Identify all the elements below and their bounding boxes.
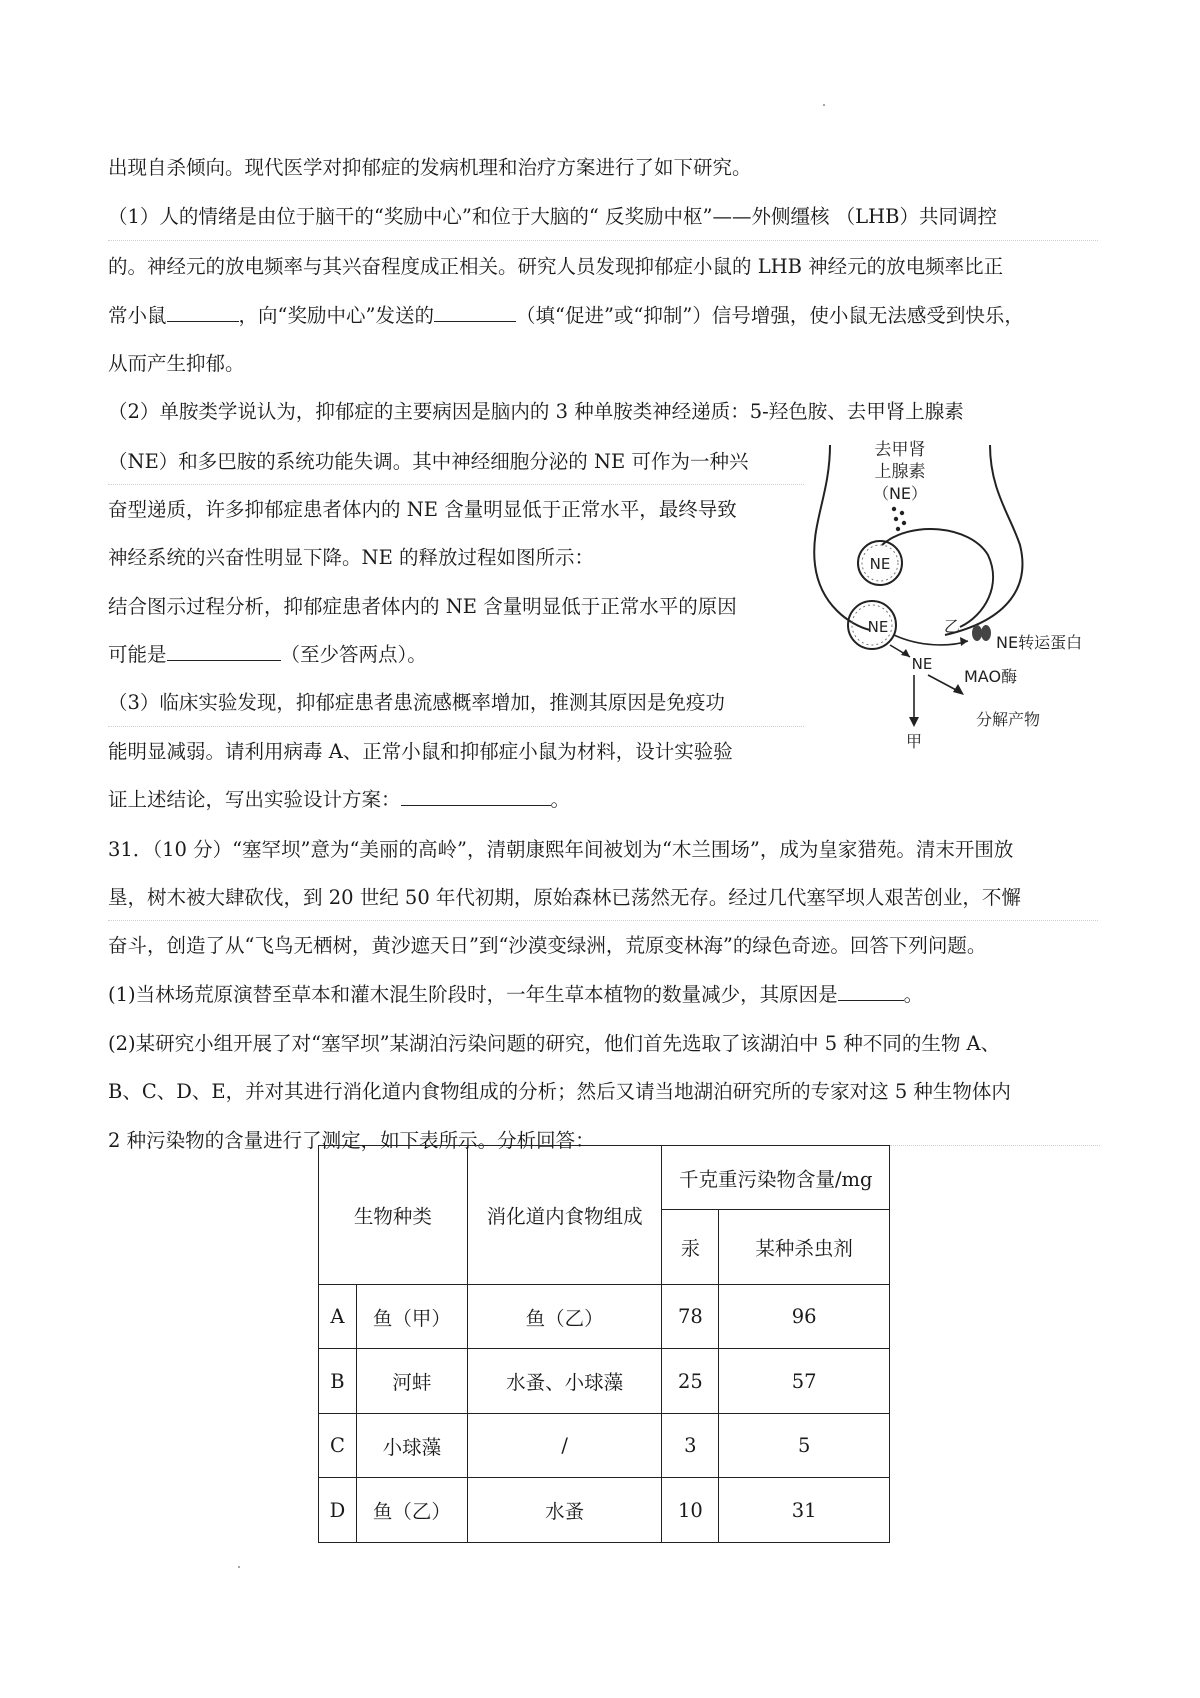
table-row [319,1285,890,1349]
speck [823,104,825,106]
arrow-to-transporter [894,635,968,645]
table-row [319,1414,890,1478]
vesicle-2-label: NE [867,618,889,636]
q3-line-3 [108,786,570,814]
q31-sub1 [108,981,923,1009]
q2-line-1: （2）单胺类学说认为，抑郁症的主要病因是脑内的 3 种单胺类神经递质：5-羟色胺、去甲肾上腺素 [108,400,964,423]
q31-sub2-line-1: (2)某研究小组开展了对“塞罕坝”某湖泊污染问题的研究，他们首先选取了该湖泊中 5 种不同的生物 A、 [108,1032,1001,1055]
ne-particle [900,511,904,515]
row-id: D [319,1478,357,1543]
label-ne-free: NE [911,655,933,673]
q31-line-2: 垦，树木被大肆砍伐，到 20 世纪 50 年代初期，原始森林已荡然无存。经过几代塞罕坝人艰苦创业，不懈 [108,886,1021,909]
membrane-loop [882,529,993,627]
dotted-rule [108,920,1098,921]
q1-text-a: 常小鼠 [108,304,167,327]
row-hg: 25 [662,1349,719,1414]
row-pesticide: 96 [719,1285,890,1349]
table-row [319,1478,890,1543]
q2-line-5: 结合图示过程分析，抑郁症患者体内的 NE 含量明显低于正常水平的原因 [108,595,737,618]
label-ne-paren: （NE） [872,484,928,503]
dotted-rule [108,240,1098,241]
ne-release-diagram [810,435,1110,750]
label-ne-top-2: 上腺素 [874,462,926,482]
row-name: 河蚌 [356,1349,467,1414]
answer-blank-4[interactable] [401,787,551,806]
header-pesticide: 某种杀虫剂 [719,1210,890,1285]
row-food: 水蚤 [467,1478,662,1543]
q2-text-a: 可能是 [108,643,167,666]
q31-sub2-line-2: B、C、D、E，并对其进行消化道内食物组成的分析；然后又请当地湖泊研究所的专家对这 5 种生物体内 [108,1080,1011,1103]
answer-blank-1[interactable] [167,303,239,322]
speck [238,1566,240,1568]
q3-text-b: 。 [550,788,571,811]
label-transporter: NE转运蛋白 [996,633,1083,652]
row-hg: 3 [662,1414,719,1478]
answer-blank-5[interactable] [838,982,904,1001]
dotted-rule [108,484,804,485]
ne-particle [892,507,896,511]
arrow-to-products [928,675,958,691]
header-species: 生物种类 [319,1146,468,1285]
q2-line-3: 奋型递质，许多抑郁症患者体内的 NE 含量明显低于正常水平，最终导致 [108,498,737,521]
header-food: 消化道内食物组成 [467,1146,662,1285]
answer-blank-3[interactable] [167,642,281,661]
q1-line-4: 从而产生抑郁。 [108,352,245,375]
header-hg: 汞 [662,1210,719,1285]
intro-line: 出现自杀倾向。现代医学对抑郁症的发病机理和治疗方案进行了如下研究。 [108,156,752,179]
ne-particle [896,527,900,531]
row-food: 鱼（乙） [467,1285,662,1349]
q31-sub1-text: (1)当林场荒原演替至草本和灌木混生阶段时，一年生草本植物的数量减少，其原因是 [108,983,838,1006]
label-ne-top-1: 去甲肾 [874,440,926,460]
pollutant-table [318,1145,890,1543]
row-hg: 10 [662,1478,719,1543]
ne-particle [902,521,906,525]
q1-text-b: ，向“奖励中心”发送的 [238,304,434,327]
table-header-row [319,1146,890,1210]
dotted-rule [108,726,804,727]
answer-blank-2[interactable] [434,303,516,322]
row-pesticide: 31 [719,1478,890,1543]
row-name: 鱼（甲） [356,1285,467,1349]
row-id: B [319,1349,357,1414]
q31-line-3: 奋斗，创造了从“飞鸟无栖树，黄沙遮天日”到“沙漠变绿洲，荒原变林海”的绿色奇迹。回答下列问题。 [108,934,987,957]
q1-line-2: 的。神经元的放电频率与其兴奋程度成正相关。研究人员发现抑郁症小鼠的 LHB 神经元的放电频率比正 [108,255,1004,278]
label-products: 分解产物 [976,710,1041,729]
q2-line-4: 神经系统的兴奋性明显下降。NE 的释放过程如图所示： [108,546,594,569]
vesicle-1-label: NE [869,555,891,573]
row-id: A [319,1285,357,1349]
ne-particle [894,517,898,521]
dotted-rule [890,1145,1100,1146]
q31-sub2-line-3: 2 种污染物的含量进行了测定，如下表所示。分析回答： [108,1129,595,1152]
q2-line-6 [108,641,427,669]
row-id: C [319,1414,357,1478]
label-mao: MAO酶 [964,667,1018,686]
q3-line-2: 能明显减弱。请利用病毒 A、正常小鼠和抑郁症小鼠为材料，设计实验验 [108,740,733,763]
q2-text-b: （至少答两点）。 [280,643,427,666]
row-food: / [467,1414,662,1478]
row-pesticide: 5 [719,1414,890,1478]
q1-text-c: （填“促进”或“抑制”）信号增强，使小鼠无法感受到快乐， [515,304,1024,327]
q3-line-1: （3）临床实验发现，抑郁症患者患流感概率增加，推测其原因是免疫功 [108,691,725,714]
q1-line-1: （1）人的情绪是由位于脑干的“奖励中心”和位于大脑的“ 反奖励中枢”——外侧缰核 （LHB）共同调控 [108,205,997,228]
row-hg: 78 [662,1285,719,1349]
ne-transporter [972,625,982,641]
q31-sub1-end: 。 [903,983,924,1006]
label-yi: 乙 [943,617,961,636]
header-pollutant: 千克重污染物含量/mg [662,1146,890,1210]
row-name: 鱼（乙） [356,1478,467,1543]
row-pesticide: 57 [719,1349,890,1414]
q3-text-a: 证上述结论，写出实验设计方案： [108,788,401,811]
q1-line-3 [108,302,1024,330]
q31-line-1: 31．（10 分）“塞罕坝”意为“美丽的高岭”，清朝康熙年间被划为“木兰围场”，成为皇家猎苑。清末开围放 [108,838,1014,861]
table-row [319,1349,890,1414]
row-name: 小球藻 [356,1414,467,1478]
label-jia: 甲 [905,732,923,750]
q2-line-2: （NE）和多巴胺的系统功能失调。其中神经细胞分泌的 NE 可作为一种兴 [108,450,749,473]
row-food: 水蚤、小球藻 [467,1349,662,1414]
